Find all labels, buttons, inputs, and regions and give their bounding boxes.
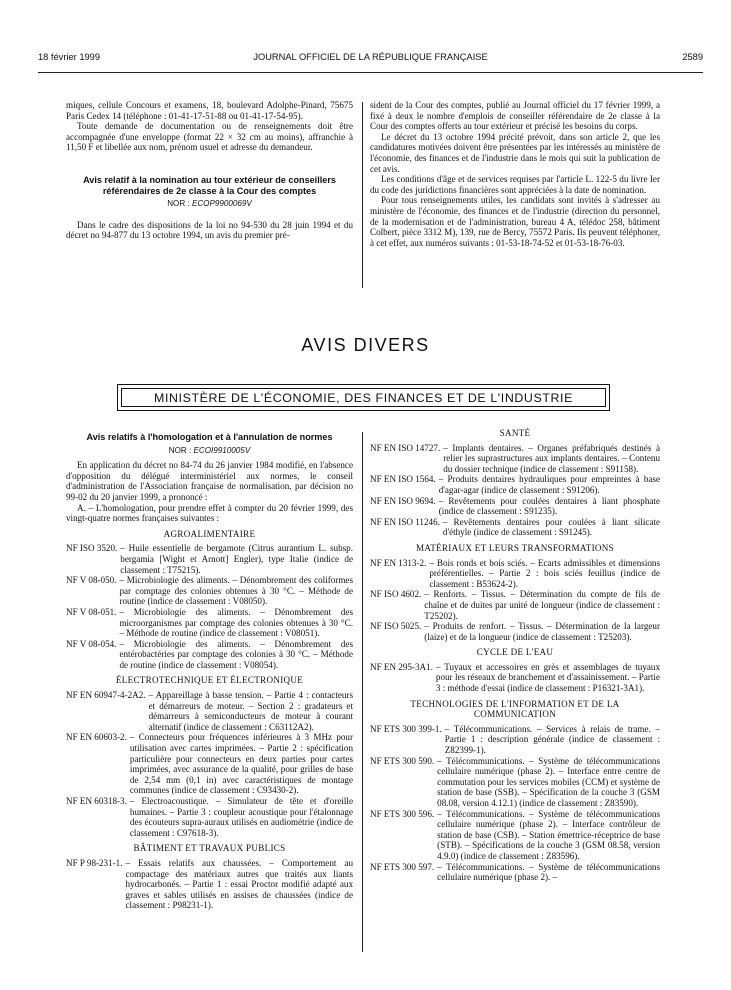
top-left-paragraph-2: Toute demande de documentation ou de renseignements doit être accompagnée d'une enveloppe (format 22 × 32 cm au moins), affranchie à 11,50 F et libellée aux nom, prénom usuel et adresse du demandeur. (66, 121, 353, 153)
norm-description: – Télécommunications. – Système de télécommunications cellulaire numérique (phase 2). – Interface entre centre de commutation pour les services mobiles (CCM) et système de station de base (SSB). – Spécification de la couche 3 (GSM 08.08, version 4.12.1) (indice de classement : Z83590). (437, 755, 660, 808)
norm-description: – Bois ronds et bois sciés. – Ecarts admissibles et dimensions préférentielles. – Partie 2 : bois sciés feuillus (indice de classement : B53624-2). (429, 557, 660, 589)
norm-description: – Electroacoustique. – Simulateur de tête et d'oreille humaines. – Partie 3 : coupleur acoustique pour l'étalonnage des écouteurs supra-auraux utilisés en audiométrie (indice de classement : C97618-3). (129, 796, 353, 838)
entries-electrotechnique (66, 690, 353, 838)
norm-description: – Télécommunications. – Système de télécommunications cellulaire numérique (phase 2). – Interface contrôleur de station de base (CSB). – Station émettrice-réceptrice de base (STB). – Spécifications de la couche 3 (GSM 08.58, version 4.9.0) (indice de classement : Z83596). (437, 808, 660, 861)
avis-divers-heading: AVIS DIVERS (301, 335, 430, 355)
norm-description: – Tuyaux et accessoires en grès et assemblages de tuyaux pour les réseaux de branchement et d'assainissement. – Partie 3 : méthode d'essai (indice de classement : P16321-3A1). (435, 661, 660, 694)
norm-code: NF EN 295-3A1. (370, 661, 433, 672)
nomination-nor (66, 199, 353, 210)
norm-entry (66, 796, 353, 838)
ministry-title: MINISTÈRE DE L'ÉCONOMIE, DES FINANCES ET DE L'INDUSTRIE (121, 388, 606, 407)
norm-description: – Huile essentielle de bergamote (Citrus aurantium L. subsp. bergamia [Wight et Arnott] Engler), type Italie (indice de classement : T75215). (120, 543, 353, 575)
norm-code: NF ETS 300 590. (370, 755, 435, 766)
top-right-paragraph-1: sident de la Cour des comptes, publié au Journal officiel du 17 février 1999, a fixé à deux le nombre d'emplois de conseiller référendaire de 2e classe à la Cour des comptes offerts au tour extérieur et précisé les besoins du corps. (370, 100, 660, 132)
normes-paragraph-1: En application du décret no 84-74 du 26 janvier 1984 modifié, en l'absence d'opposition du délégué interministériel aux normes, le conseil d'administration de l'Association française de normalisation, par décision no 99-02 du 20 janvier 1999, a prononcé : (66, 460, 353, 502)
norm-entry (370, 496, 660, 517)
norm-code: NF P 98-231-1. (66, 857, 123, 868)
norm-code: NF EN 60947-4-2A2. (66, 690, 146, 701)
norm-entry (370, 474, 660, 495)
norm-code: NF EN ISO 9694. (370, 495, 436, 506)
norm-description: – Connecteurs pour fréquences inférieures à 3 MHz pour utilisation avec cartes imprimées. – Partie 2 : spécification particulière pour connecteurs en deux parties pour cartes imprimées, avec assurance de la qualité, pour grilles de base de 2,54 mm (0,1 in) avec caractéristiques de montage communes (indice de classement : C93430-2). (129, 732, 353, 796)
ministry-box (117, 384, 610, 411)
nor-label: NOR : (168, 445, 192, 455)
norm-description: – Revêtements dentaires pour coulées à liant silicate d'éthyle (indice de classement : S91245). (442, 516, 660, 538)
norm-entry (370, 662, 660, 694)
header-rule (38, 72, 703, 73)
norm-code: NF ISO 3520. (66, 543, 118, 554)
section-heading-sante: SANTÉ (499, 428, 531, 438)
nor-code: ECOI9910005V (193, 445, 251, 455)
norm-code: NF ETS 300 597. (370, 861, 435, 872)
normes-notice-title: Avis relatifs à l'homologation et à l'annulation de normes (86, 432, 333, 442)
norm-code: NF EN 60318-3. (66, 796, 127, 806)
norm-code: NF V 08-054. (66, 638, 117, 649)
norm-description: – Produits dentaires hydrauliques pour empreintes à base d'agar-agar (indice de classement : S91206). (438, 474, 660, 495)
norm-code: NF EN ISO 11246. (370, 516, 440, 527)
norm-entry (66, 639, 353, 671)
norm-entry (66, 575, 353, 607)
header-page-number: 2589 (682, 52, 703, 62)
header-date: 18 février 1999 (38, 52, 101, 62)
top-right-paragraph-4: Pour tous renseignements utiles, les candidats sont invités à s'adresser au ministère de l'économie, des finances et de l'industrie (direction du personnel, de la modernisation et de l'administration, bureau 4 A, télédoc 258, bâtiment Colbert, pièce 3312 M), 139, rue de Bercy, 75572 Paris. Ils peuvent téléphoner, à cet effet, aux numéros suivants : 01-53-18-74-52 et 01-53-18-76-03. (370, 195, 660, 248)
norm-description: – Microbiologie des aliments. – Dénombrement des coliformes par comptage des colonies obtenues à 30 °C. – Méthode de routine (indice de classement : V08050). (119, 575, 353, 607)
norm-code: NF ISO 5025. (370, 621, 422, 632)
section-heading-materiaux: MATÉRIAUX ET LEURS TRANSFORMATIONS (415, 542, 615, 553)
section-heading-agroalimentaire: AGROALIMENTAIRE (163, 528, 256, 539)
top-right-paragraph-3: Les conditions d'âge et de services requises par l'article L. 122-5 du livre Ier du code des juridictions financières sont appréciées à la date de nomination. (370, 174, 660, 195)
norm-description: – Microbiologie des aliments. – Dénombrement des entérobactéries par comptage des colonies à 30 °C. – Méthode de routine (indice de classement : V08054). (119, 638, 353, 670)
norm-entry (370, 724, 660, 756)
top-left-column (66, 100, 353, 241)
section-heading-batiment: BÂTIMENT ET TRAVAUX PUBLICS (133, 843, 286, 854)
norm-entry (370, 809, 660, 862)
norm-entry (66, 732, 353, 796)
norm-entry (370, 558, 660, 590)
entries-materiaux (370, 558, 660, 643)
top-right-paragraph-2: Le décret du 13 octobre 1994 précité prévoit, dans son article 2, que les candidatures motivées doivent être présentées par les intéressés au ministère de l'économie, des finances et de l'industrie dans le mois qui suit la publication de cet avis. (370, 131, 660, 174)
norm-description: – Renforts. – Tissus. – Détermination du compte de fils de chaîne et de duites par unité de longueur (indice de classement : T25202). (424, 589, 660, 621)
norm-code: NF ETS 300 596. (370, 808, 435, 819)
norm-description: – Revêtements pour coulées dentaires à liant phosphate (indice de classement : S91235). (438, 495, 660, 517)
norm-code: NF EN ISO 1564. (370, 474, 436, 485)
bottom-right-column (370, 428, 660, 883)
norm-entry (370, 756, 660, 809)
normes-paragraph-2: A. – L'homologation, pour prendre effet à compter du 20 février 1999, des vingt-quatre normes françaises suivantes : (66, 502, 353, 524)
top-left-paragraph-1: miques, cellule Concours et examens, 18, boulevard Adolphe-Pinard, 75675 Paris Cedex 14 (téléphone : 01-41-17-51-88 ou 01-41-17-54-95). (66, 100, 353, 121)
nomination-notice-title: Avis relatif à la nomination au tour extérieur de conseillers référendaires de 2e classe à la Cour des comptes (83, 174, 336, 196)
norm-description: – Microbiologie des aliments. – Dénombrement des microorganismes par comptage des colonies obtenues à 30 °C. – Méthode de routine (indice de classement : V08051). (119, 606, 353, 639)
entries-batiment (66, 858, 353, 911)
top-left-paragraph-3: Dans le cadre des dispositions de la loi no 94-530 du 28 juin 1994 et du décret no 94-877 du 13 octobre 1994, un avis du premier pré- (66, 219, 353, 241)
section-heading-cycle-eau: CYCLE DE L'EAU (476, 647, 554, 658)
norm-entry (66, 543, 353, 575)
entries-sante (370, 443, 660, 538)
norm-code: NF ISO 4602. (370, 589, 422, 600)
top-column-divider (362, 102, 363, 288)
norm-description: – Appareillage à basse tension. – Partie 4 : contacteurs et démarreurs de moteur. – Section 2 : gradateurs et démarreurs à semiconducteurs de moteur à courant alternatif (indice de classement : C63112A2). (148, 690, 353, 732)
norm-code: NF V 08-050. (66, 575, 117, 586)
norm-code: NF EN 1313-2. (370, 557, 427, 568)
norm-entry (66, 858, 353, 911)
norm-code: NF V 08-051. (66, 606, 117, 617)
norm-entry (370, 589, 660, 621)
page-header (38, 52, 703, 68)
norm-entry (370, 621, 660, 642)
norm-description: – Télécommunications. – Système de télécommunications cellulaire numérique (phase 2). – (437, 861, 660, 883)
norm-description: – Implants dentaires. – Organes préfabriqués destinés à relier les suprastructures aux implants dentaires. – Contenu du dossier technique (indice de classement : S91158). (443, 442, 660, 474)
bottom-left-column (66, 432, 353, 911)
section-heading-electrotechnique: ÉLECTROTECHNIQUE ET ÉLECTRONIQUE (115, 675, 304, 686)
norm-description: – Produits de renfort. – Tissus. – Détermination de la largeur (laize) et de la longueur (indice de classement : T25203). (424, 621, 660, 642)
norm-entry (370, 862, 660, 883)
norm-description: – Télécommunications. – Services à relais de trame. – Partie 1 : description générale (indice de classement : Z82399-1). (444, 723, 660, 756)
entries-agroalimentaire (66, 543, 353, 670)
norm-entry (66, 690, 353, 732)
norm-code: NF ETS 300 399-1. (370, 723, 442, 734)
norm-description: – Essais relatifs aux chaussées. – Comportement au compactage des matériaux autres que traités aux liants hydrocarbonés. – Partie 1 : essai Proctor modifié adapté aux graves et sables utilisés en assises de chaussées (indice de classement : P98231-1). (125, 857, 353, 911)
norm-code: NF EN 60603-2. (66, 732, 127, 743)
normes-nor (66, 446, 353, 457)
norm-entry (370, 443, 660, 475)
norm-code: NF EN ISO 14727. (370, 442, 441, 453)
nor-code: ECOP9900069V (191, 199, 252, 209)
entries-technologies (370, 724, 660, 883)
nor-label: NOR : (167, 199, 190, 209)
header-journal-title: JOURNAL OFFICIEL DE LA RÉPUBLIQUE FRANÇAISE (253, 52, 488, 62)
top-right-column (370, 100, 660, 248)
bottom-column-divider (362, 432, 363, 952)
norm-entry (66, 607, 353, 639)
section-heading-technologies: TECHNOLOGIES DE L'INFORMATION ET DE LA COMMUNICATION (410, 698, 620, 720)
entries-cycle-eau (370, 662, 660, 694)
norm-entry (370, 517, 660, 538)
